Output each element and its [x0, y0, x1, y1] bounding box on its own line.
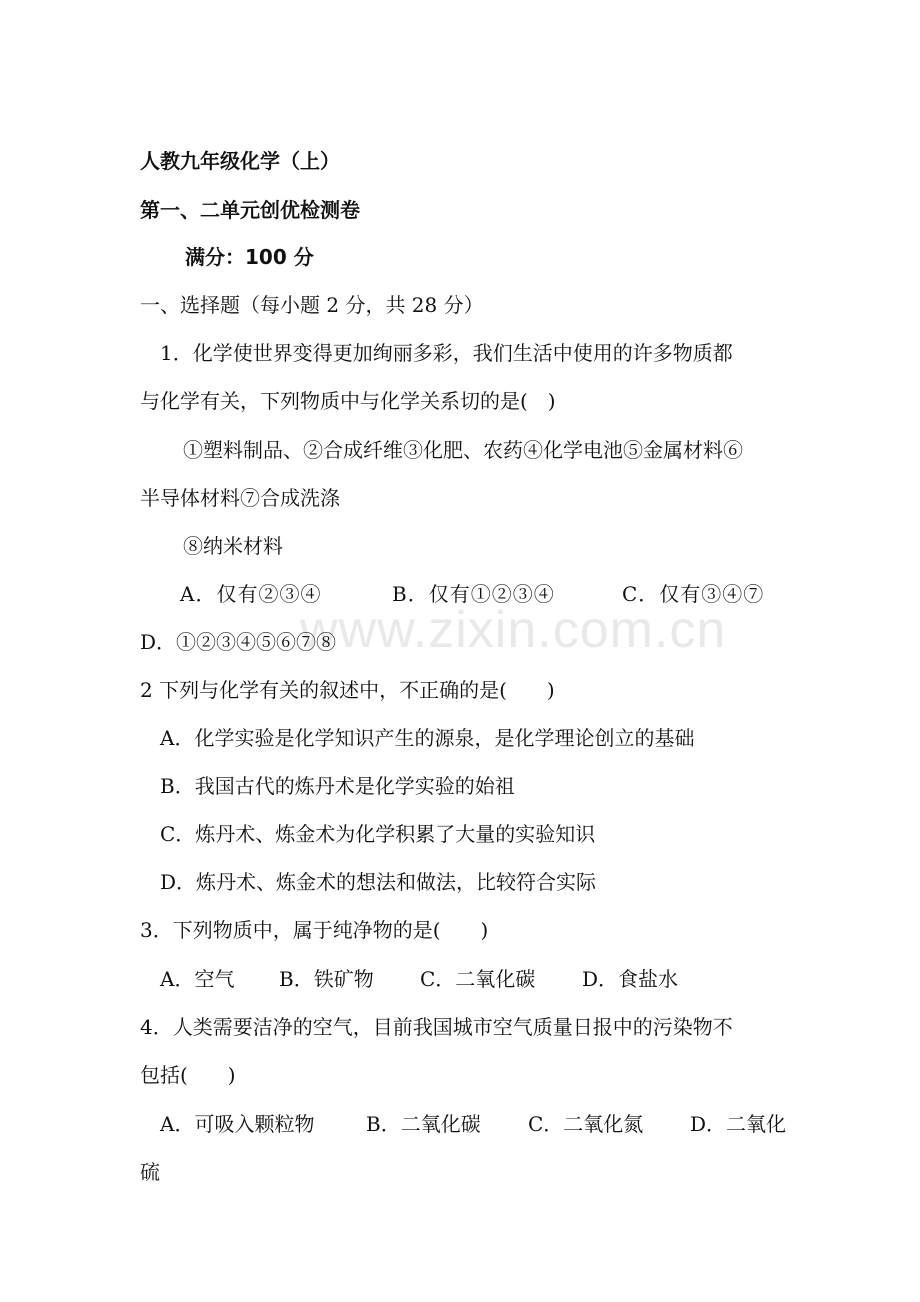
doc-title: 人教九年级化学（上） [140, 149, 340, 173]
q2-option-b: B．我国古代的炼丹术是化学实验的始祖 [160, 774, 515, 798]
q1-option-c: C．仅有③④⑦ [622, 582, 765, 606]
q4-option-c: C．二氧化氮 [528, 1112, 644, 1136]
q1-items-line1: ①塑料制品、②合成纤维③化肥、农药④化学电池⑤金属材料⑥ [183, 438, 743, 462]
q1-option-a: A．仅有②③④ [180, 582, 322, 606]
q1-option-d: D．①②③④⑤⑥⑦⑧ [140, 630, 337, 654]
q1-items-line3: ⑧纳米材料 [183, 534, 283, 558]
q2-option-d: D．炼丹术、炼金术的想法和做法，比较符合实际 [160, 870, 597, 894]
q1-stem-line1: 1．化学使世界变得更加绚丽多彩，我们生活中使用的许多物质都 [160, 341, 733, 365]
full-score: 满分：100 分 [185, 245, 314, 269]
q3-option-d: D．食盐水 [582, 967, 679, 991]
section-heading: 一、选择题（每小题 2 分，共 28 分） [140, 293, 484, 317]
q3-option-a: A．空气 [160, 967, 235, 991]
q4-option-d-continued: 硫 [140, 1160, 160, 1184]
q4-option-a: A．可吸入颗粒物 [160, 1112, 315, 1136]
q4-stem-line2: 包括( ) [140, 1063, 236, 1087]
q1-stem-line2: 与化学有关，下列物质中与化学关系切的是( ) [140, 389, 556, 413]
q2-option-a: A．化学实验是化学知识产生的源泉，是化学理论创立的基础 [160, 726, 695, 750]
q4-option-d: D．二氧化 [690, 1112, 787, 1136]
q2-option-c: C．炼丹术、炼金术为化学积累了大量的实验知识 [160, 822, 596, 846]
q4-option-b: B．二氧化碳 [366, 1112, 481, 1136]
watermark: www.zixin.com.cn [300, 601, 727, 659]
doc-subtitle: 第一、二单元创优检测卷 [140, 198, 360, 222]
q1-items-line2: 半导体材料⑦合成洗涤 [140, 486, 340, 510]
q3-option-b: B．铁矿物 [279, 967, 374, 991]
q3-option-c: C．二氧化碳 [420, 967, 536, 991]
q1-option-b: B．仅有①②③④ [392, 582, 555, 606]
q4-stem-line1: 4．人类需要洁净的空气，目前我国城市空气质量日报中的污染物不 [140, 1015, 733, 1039]
q2-stem: 2 下列与化学有关的叙述中，不正确的是( ) [140, 678, 555, 702]
q3-stem: 3．下列物质中，属于纯净物的是( ) [140, 918, 489, 942]
